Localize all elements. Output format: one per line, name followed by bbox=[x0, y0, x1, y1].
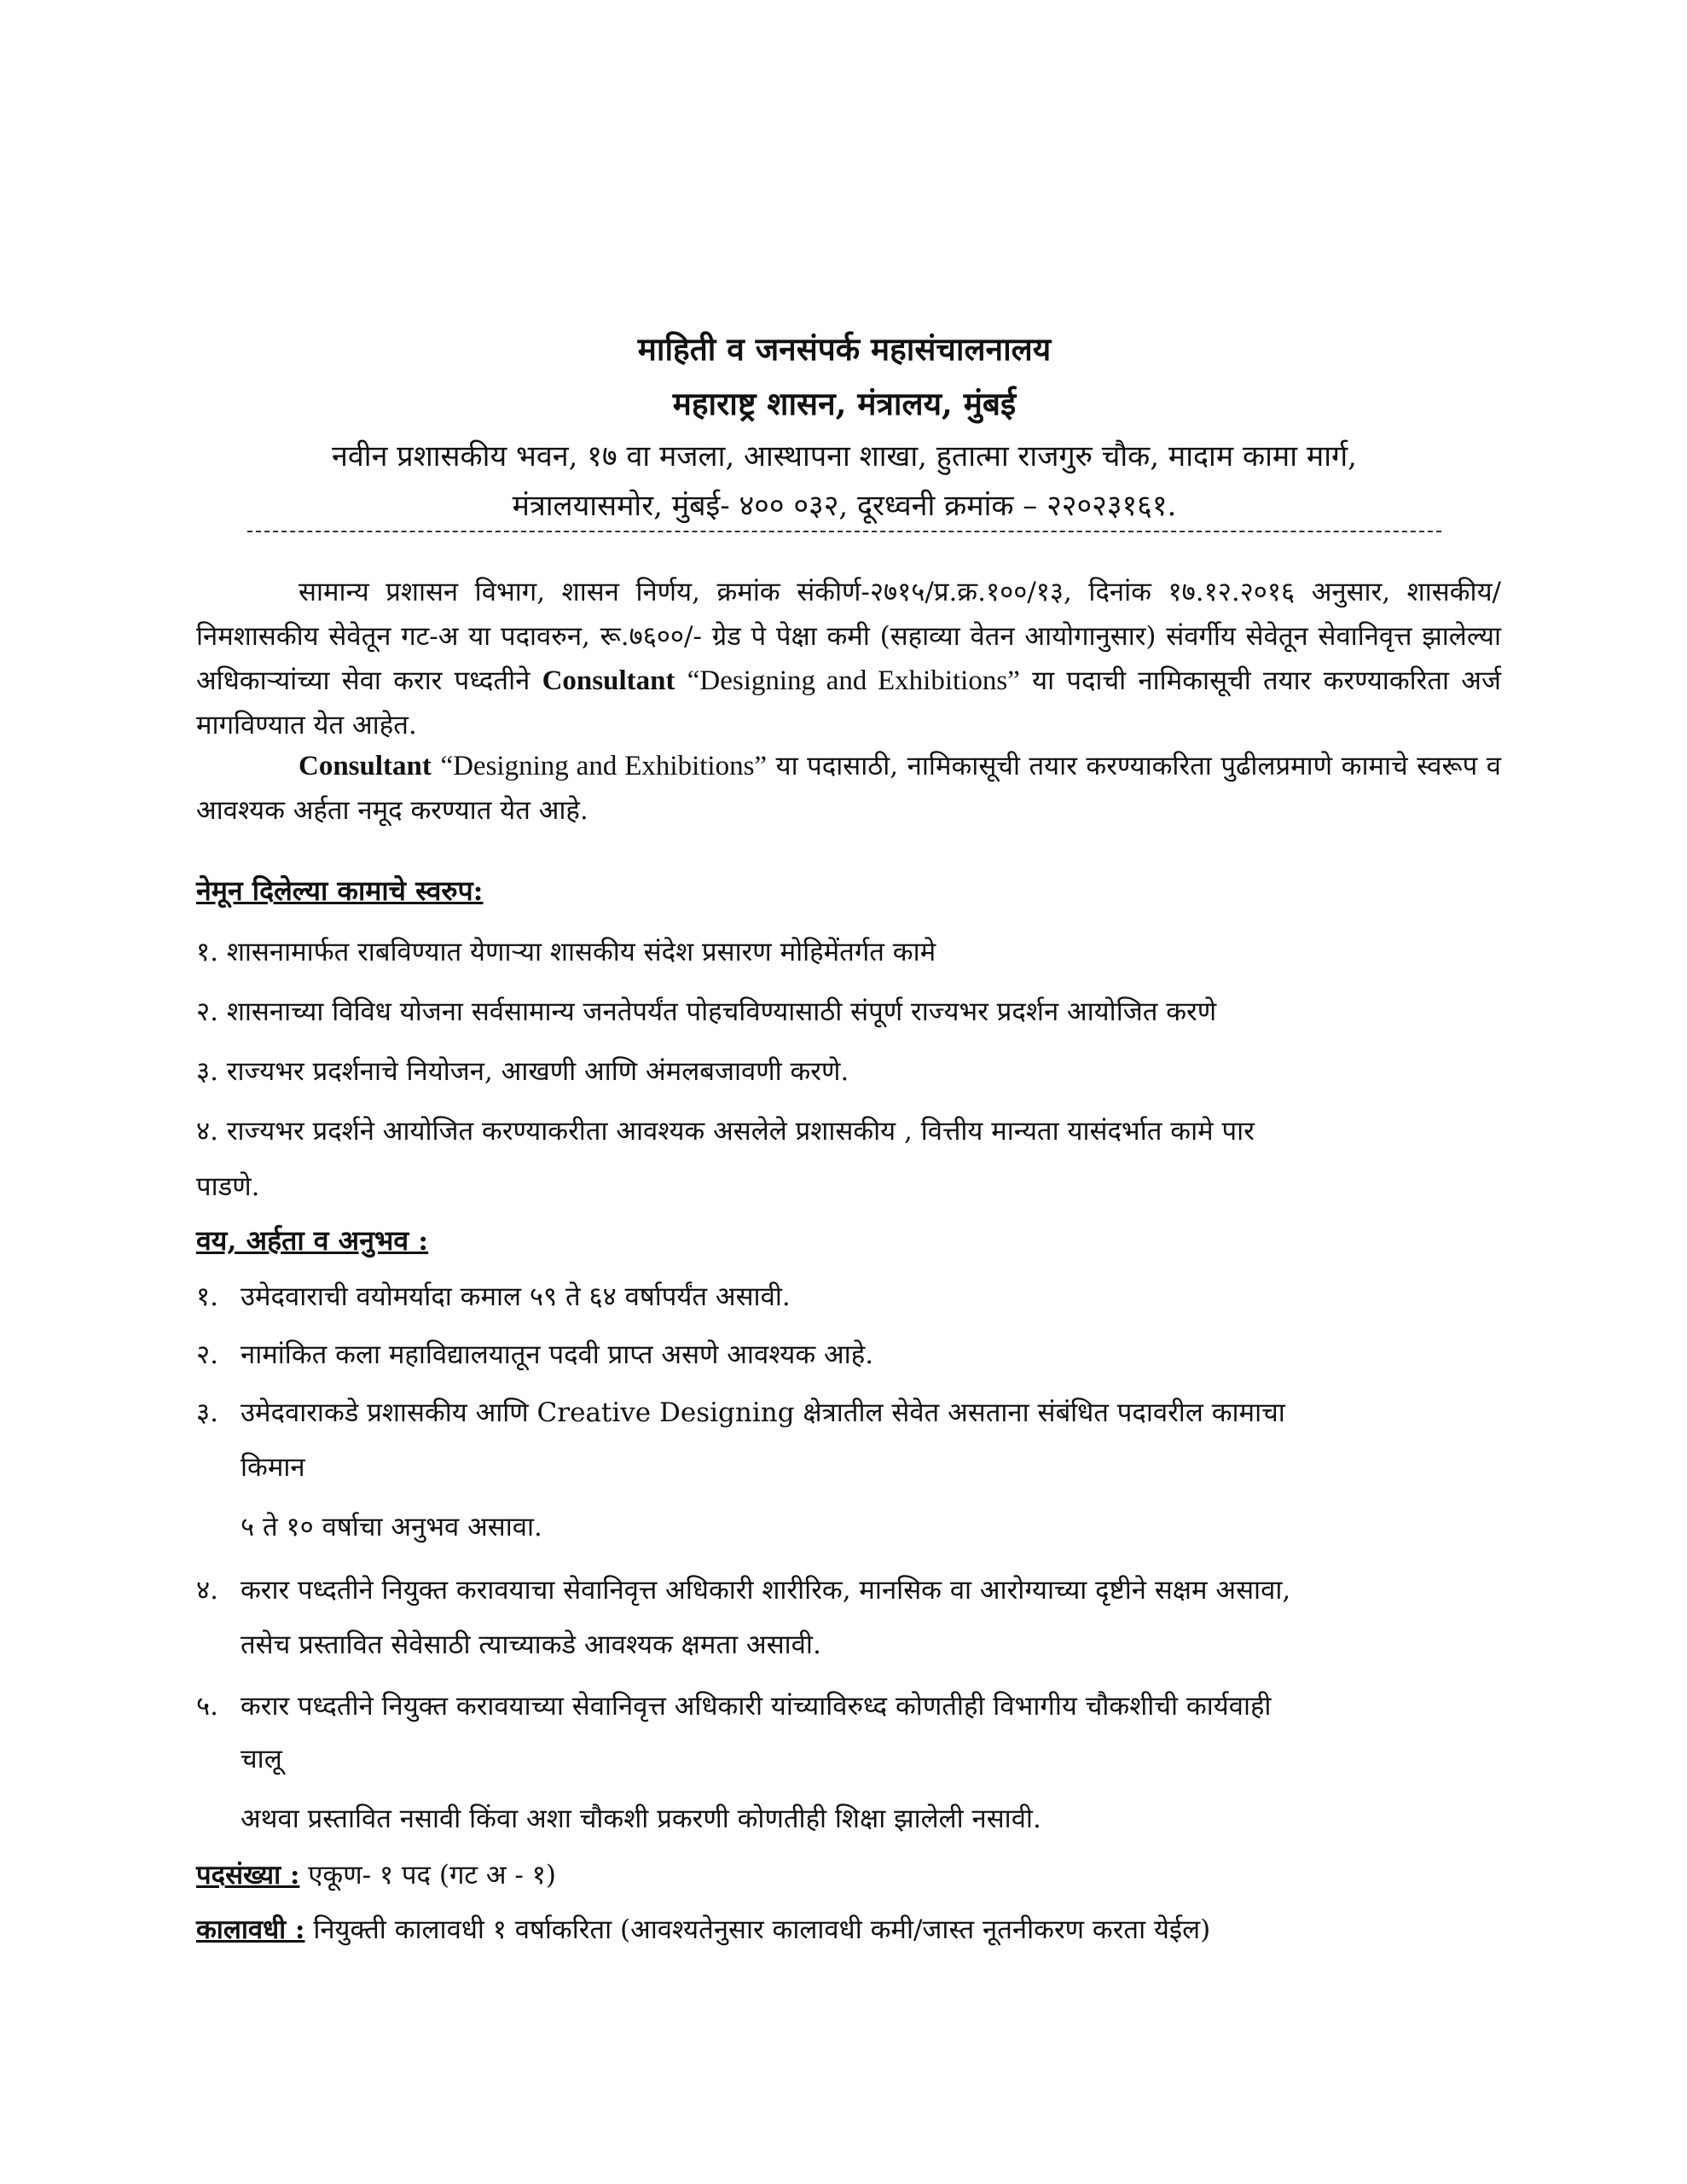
eligibility-item-3 bbox=[196, 1385, 1510, 1440]
item-number: ५. bbox=[196, 1691, 218, 1722]
post-name-1: “Designing and Exhibitions” bbox=[687, 665, 1020, 696]
eligibility-item-2 bbox=[196, 1327, 1510, 1382]
eligibility-item-5-cont-2: अथवा प्रस्तावित नसावी किंवा अशा चौकशी प्रकरणी कोणतीही शिक्षा झालेली नसावी. bbox=[241, 1804, 1041, 1834]
duration-value: नियुक्ती कालावधी १ वर्षाकरिता (आवश्यतेनुसार कालावधी कमी/जास्त नूतनीकरण करता येईल) bbox=[313, 1914, 1211, 1945]
posts-line bbox=[196, 1853, 1501, 1897]
work-item-1: १. शासनामार्फत राबविण्यात येणाऱ्या शासकीय संदेश प्रसारण मोहिमेंतर्गत कामे bbox=[196, 937, 936, 967]
eligibility-item-3-cont-1: किमान bbox=[241, 1452, 305, 1483]
intro-text-1b: या पदाची नामिकासूची तयार करण्याकरिता अर्ज मागविण्यात येत आहेत. bbox=[196, 665, 1501, 741]
intro-paragraph-2 bbox=[196, 744, 1501, 833]
office-title: माहिती व जनसंपर्क महासंचालनालय bbox=[637, 330, 1052, 368]
duration-label: कालावधी : bbox=[196, 1914, 305, 1945]
item-text: नामांकित कला महाविद्यालयातून पदवी प्राप्त असणे आवश्यक आहे. bbox=[241, 1339, 874, 1370]
address-line-2: मंत्रालयासमोर, मुंबई- ४०० ०३२, दूरध्वनी क्रमांक – २२०२३१६१. bbox=[512, 489, 1177, 523]
work-item-4: ४. राज्यभर प्रदर्शने आयोजित करण्याकरीता आवश्यक असलेले प्रशासकीय , वित्तीय मान्यता यासंदर्भात कामे पार bbox=[196, 1116, 1255, 1147]
intro-paragraph-1 bbox=[196, 570, 1501, 747]
item-text: उमेदवाराकडे प्रशासकीय आणि Creative Designing क्षेत्रातील सेवेत असताना संबंधित पदावरील कामाचा bbox=[241, 1397, 1285, 1428]
eligibility-item-4 bbox=[196, 1563, 1510, 1618]
intro-text-2b: या पदासाठी, नामिकासूची तयार करण्याकरिता पुढीलप्रमाणे कामाचे स्वरूप व आवश्यक अर्हता नमूद करण्यात येत आहे. bbox=[196, 751, 1502, 826]
item-text: उमेदवाराची वयोमर्यादा कमाल ५९ ते ६४ वर्षापर्यंत असावी. bbox=[241, 1281, 791, 1312]
posts-value: एकूण- १ पद (गट अ - १) bbox=[308, 1860, 556, 1891]
eligibility-item-5 bbox=[196, 1679, 1510, 1734]
government-title: महाराष्ट्र शासन, मंत्रालय, मुंबई bbox=[672, 385, 1017, 422]
item-number: २. bbox=[196, 1339, 218, 1370]
eligibility-item-1 bbox=[196, 1269, 1510, 1324]
eligibility-item-5-cont-1: चालू bbox=[241, 1744, 282, 1774]
work-item-2: २. शासनाच्या विविध योजना सर्वसामान्य जनतेपर्यंत पोहचविण्यासाठी संपूर्ण राज्यभर प्रदर्शन आयोजित करणे bbox=[196, 996, 1217, 1027]
duration-line bbox=[196, 1908, 1501, 1952]
item-number: ३. bbox=[196, 1397, 218, 1428]
post-name-2: “Designing and Exhibitions” bbox=[440, 751, 768, 781]
item-number: ४. bbox=[196, 1575, 218, 1606]
work-item-4-cont: पाडणे. bbox=[196, 1171, 260, 1202]
eligibility-item-3-cont-2: ५ ते १० वर्षाचा अनुभव असावा. bbox=[241, 1512, 542, 1542]
item-number: १. bbox=[196, 1281, 218, 1312]
item-text: करार पध्दतीने नियुक्त करावयाचा सेवानिवृत्त अधिकारी शारीरिक, मानसिक वा आरोग्याच्या दृष्टीने सक्षम असावा, bbox=[241, 1575, 1291, 1606]
consultant-label-1: Consultant bbox=[542, 665, 675, 696]
address-line-1: नवीन प्रशासकीय भवन, १७ वा मजला, आस्थापना शाखा, हुतात्मा राजगुरु चौक, मादाम कामा मार्ग, bbox=[332, 439, 1357, 473]
work-item-3: ३. राज्यभर प्रदर्शनाचे नियोजन, आखणी आणि अंमलबजावणी करणे. bbox=[196, 1056, 849, 1087]
eligibility-heading: वय, अर्हता व अनुभव : bbox=[196, 1224, 429, 1257]
eligibility-item-4-cont: तसेच प्रस्तावित सेवेसाठी त्याच्याकडे आवश्यक क्षमता असावी. bbox=[241, 1629, 821, 1660]
consultant-label-2: Consultant bbox=[299, 751, 432, 781]
item-text: करार पध्दतीने नियुक्त करावयाच्या सेवानिवृत्त अधिकारी यांच्याविरुध्द कोणतीही विभागीय चौकशीची कार्यवाही bbox=[241, 1691, 1272, 1722]
posts-label: पदसंख्या : bbox=[196, 1860, 300, 1891]
intro-text-1a: सामान्य प्रशासन विभाग, शासन निर्णय, क्रमांक संकीर्ण-२७१५/प्र.क्र.१००/१३, दिनांक १७.१२.२०१६ अनुसार, शासकीय/निमशासकीय सेवेतून गट-अ या पदावरुन, रू.७६००/- ग्रेड पे पेक्षा कमी (सहाव्या वेतन आयोगानुसार) संवर्गीय सेवेतून सेवानिवृत्त झालेल्या अधिकाऱ्यांच्या सेवा करार पध्दतीने bbox=[196, 577, 1501, 696]
work-heading: नेमून दिलेल्या कामाचे स्वरुप: bbox=[196, 874, 484, 907]
dashed-divider bbox=[247, 531, 1441, 549]
